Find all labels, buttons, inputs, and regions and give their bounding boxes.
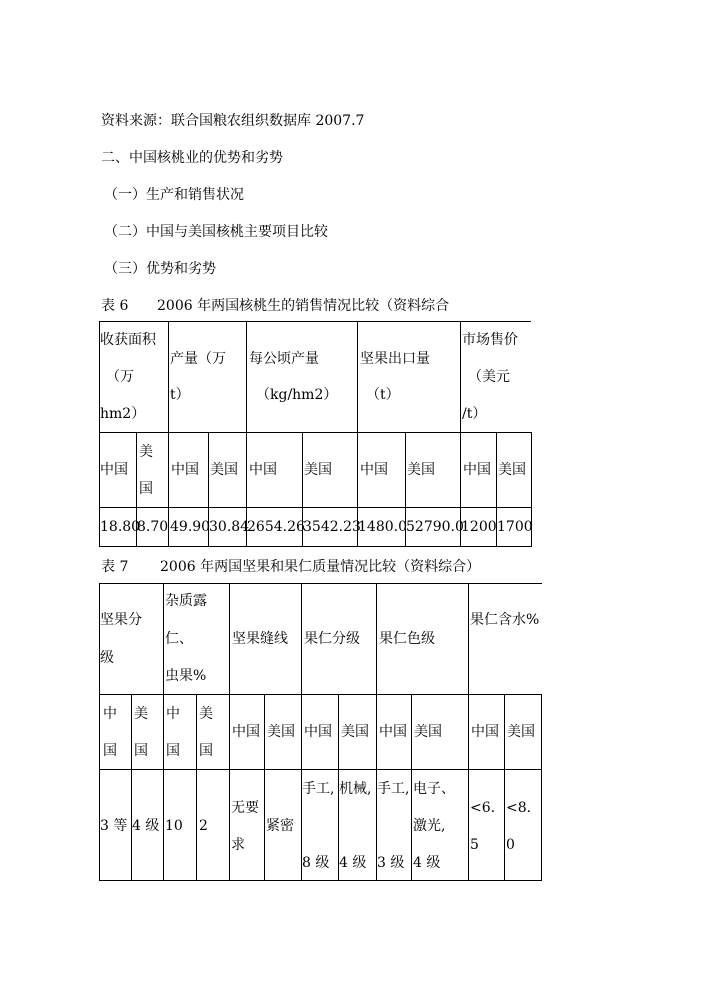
t7-sub-guo: 国 <box>134 743 148 759</box>
table7-rule <box>301 583 302 881</box>
t7-header-kernel-grade: 果仁分级 <box>304 631 360 647</box>
t7-cell-kernel-grade-cn: 手工, <box>302 781 335 797</box>
t6-cell-yield-cn: 49.90 <box>170 519 211 535</box>
t7-cell-grade-cn: 3 等 <box>100 818 128 834</box>
t6-sub-china: 中国 <box>100 462 128 478</box>
t7-cell-kernel-color-cn: 手工, <box>377 781 410 797</box>
table7-label: 表 7 <box>101 559 129 575</box>
t7-sub-mei: 美 <box>199 706 213 722</box>
t6-header-price-unit: （美元 <box>468 369 510 385</box>
table7-rule <box>131 694 132 881</box>
t7-sub-zhong: 中 <box>103 706 117 722</box>
table7-border-bottom <box>99 880 542 881</box>
t6-cell-per-ha-cn: 2654.26 <box>247 519 305 535</box>
t7-cell-kernel-grade-us: 机械, <box>339 781 372 797</box>
t6-header-per-ha: 每公顷产量 <box>249 351 319 367</box>
t7-sub-usa: 美国 <box>507 724 535 740</box>
t6-header-export-unit: （t） <box>366 387 400 403</box>
t7-cell-kernel-color-us-3: 4 级 <box>413 855 441 871</box>
t7-cell-grade-us: 4 级 <box>132 818 160 834</box>
t6-header-area-unit: （万 <box>106 369 134 385</box>
t6-sub-china: 中国 <box>463 462 491 478</box>
t7-sub-china: 中国 <box>232 724 260 740</box>
t6-header-per-ha-unit: （kg/hm2） <box>256 387 338 403</box>
t7-cell-moisture-cn: <6. <box>470 800 496 816</box>
t7-sub-china: 中国 <box>379 724 407 740</box>
t7-sub-guo: 国 <box>199 743 213 759</box>
t7-header-defect-2: 仁、 <box>165 631 193 647</box>
table7-border-right <box>541 694 542 881</box>
t7-header-grade: 坚果分 <box>100 612 142 628</box>
t7-sub-usa: 美国 <box>414 724 442 740</box>
table7-title: 2006 年两国坚果和果仁质量情况比较（资料综合） <box>160 559 481 575</box>
table7-rule <box>468 583 469 881</box>
t7-cell-kernel-grade-us-2: 4 级 <box>339 855 367 871</box>
table7-rule <box>229 583 230 881</box>
t6-sub-china: 中国 <box>360 462 388 478</box>
t7-cell-defect-cn: 10 <box>165 818 183 834</box>
t7-sub-guo: 国 <box>166 743 180 759</box>
t7-cell-kernel-grade-cn-2: 8 级 <box>302 855 330 871</box>
table7-rule <box>99 694 542 695</box>
t7-cell-kernel-color-cn-2: 3 级 <box>377 855 405 871</box>
table7-rule <box>376 583 377 881</box>
t7-sub-usa: 美国 <box>341 724 369 740</box>
table7-border-top <box>99 583 542 584</box>
t6-cell-yield-us: 30.84 <box>209 519 250 535</box>
t7-sub-mei: 美 <box>134 706 148 722</box>
t6-header-area: 收获面积 <box>100 332 156 348</box>
t6-cell-area-us: 8.70 <box>137 519 169 535</box>
table7-rule <box>196 694 197 881</box>
t6-header-yield-unit: t） <box>170 387 190 403</box>
t7-header-suture: 坚果缝线 <box>232 631 288 647</box>
t6-header-yield: 产量（万 <box>170 351 226 367</box>
t6-header-price-unit2: /t） <box>462 406 487 422</box>
sub-item-1: （一）生产和销售状况 <box>104 187 244 203</box>
t7-header-defect: 杂质露 <box>165 593 207 609</box>
table7-rule <box>99 769 542 770</box>
t7-cell-moisture-cn-2: 5 <box>470 837 479 853</box>
source-note: 资料来源：联合国粮农组织数据库 2007.7 <box>101 113 365 129</box>
t7-header-grade-2: 级 <box>100 650 114 666</box>
table7-rule <box>163 583 164 881</box>
t6-sub-usa: 美国 <box>304 462 332 478</box>
t7-sub-guo: 国 <box>103 743 117 759</box>
t7-cell-defect-us: 2 <box>199 818 208 834</box>
t7-cell-suture-us: 紧密 <box>266 818 294 834</box>
table7-rule <box>411 694 412 881</box>
t6-sub-usa: 美国 <box>407 462 435 478</box>
table7-rule <box>264 694 265 881</box>
t7-cell-moisture-us-2: 0 <box>506 837 515 853</box>
t6-sub-usa-top: 美 <box>139 444 153 460</box>
t7-sub-zhong: 中 <box>166 706 180 722</box>
section-heading: 二、中国核桃业的优势和劣势 <box>101 150 283 166</box>
t7-header-defect-3: 虫果% <box>165 668 207 684</box>
t7-cell-kernel-color-us: 电子、 <box>413 781 455 797</box>
table6-label: 表 6 <box>101 298 129 314</box>
t6-cell-area-cn: 18.80 <box>100 519 141 535</box>
t7-sub-china: 中国 <box>304 724 332 740</box>
t6-cell-price-us: 1700 <box>497 519 533 535</box>
t7-header-moisture: 果仁含水% <box>470 612 540 628</box>
t6-sub-china: 中国 <box>171 462 199 478</box>
t6-cell-export-us: 52790.0 <box>406 519 464 535</box>
sub-item-3: （三）优势和劣势 <box>104 261 216 277</box>
t7-sub-china: 中国 <box>471 724 499 740</box>
t6-cell-per-ha-us: 3542.23 <box>303 519 361 535</box>
t6-cell-price-cn: 1200 <box>461 519 497 535</box>
t7-cell-kernel-color-us-2: 激光, <box>413 818 446 834</box>
t6-header-price: 市场售价 <box>462 332 518 348</box>
t7-sub-usa: 美国 <box>267 724 295 740</box>
sub-item-2: （二）中国与美国核桃主要项目比较 <box>104 224 328 240</box>
t7-header-kernel-color: 果仁色级 <box>379 631 435 647</box>
t6-sub-china: 中国 <box>249 462 277 478</box>
t6-sub-usa-bottom: 国 <box>139 481 153 497</box>
t7-cell-suture-cn-2: 求 <box>231 837 245 853</box>
t7-cell-moisture-us: <8. <box>506 800 532 816</box>
table6-title: 2006 年两国核桃生的销售情况比较（资料综合 <box>157 298 450 314</box>
table7-rule <box>504 694 505 881</box>
t6-sub-usa: 美国 <box>210 462 238 478</box>
t6-header-area-unit2: hm2） <box>100 406 146 422</box>
t6-cell-export-cn: 1480.0 <box>358 519 407 535</box>
t6-header-export: 坚果出口量 <box>360 351 430 367</box>
t7-cell-suture-cn: 无要 <box>231 800 259 816</box>
t6-sub-usa: 美国 <box>498 462 526 478</box>
